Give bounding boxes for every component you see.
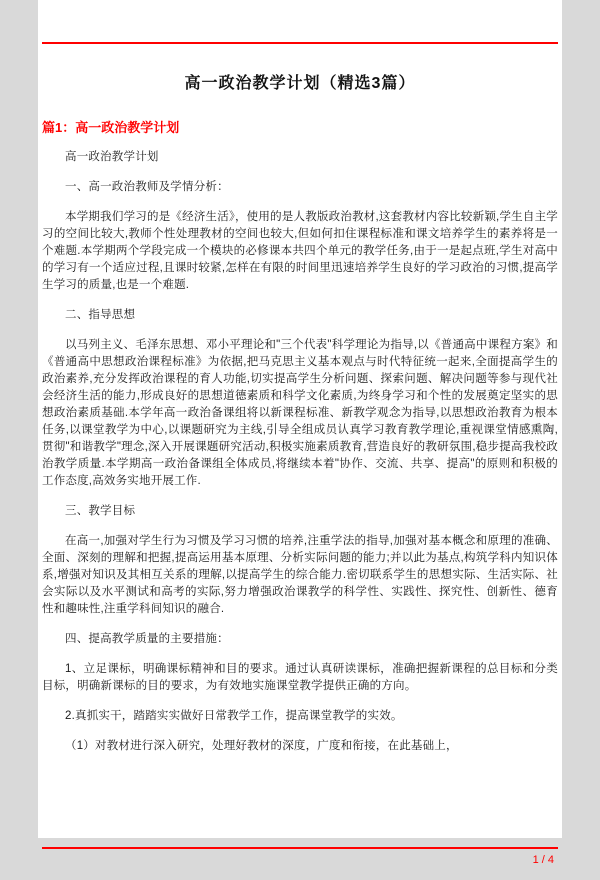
paragraph: 二、指导思想: [65, 309, 136, 321]
paragraph: 四、提高教学质量的主要措施：: [65, 633, 229, 645]
paragraph: 1、立足课标，明确课标精神和目的要求。通过认真研读课标，准确把握新课程的总目标和分类目标，明确新课标的目的要求，为有效地实施课堂教学提供正确的方向。: [42, 663, 558, 692]
page-title: 高一政治教学计划（精选3篇）: [184, 75, 416, 92]
paragraph: 在高一,加强对学生行为习惯及学习习惯的培养,注重学法的指导,加强对基本概念和原理的准确、全面、深刻的理解和把握,提高运用基本原理、分析实际问题的能力;并以此为基点,构筑学科内知识体系,增强对知识及其相互关系的理解,以提高学生的综合能力.密切联系学生的思想实际、生活实际、社会实际以及水平测试和高考的实际,努力增强政治课教学的科学性、实践性、探究性、创新性、德育性和趣味性,注重学科间知识的融合.: [42, 535, 558, 615]
paragraph: 一、高一政治教师及学情分析：: [65, 181, 229, 193]
paragraph: 本学期我们学习的是《经济生活》，使用的是人教版政治教材,这套教材内容比较新颖,学生自主学习的空间比较大,教师个性处理教材的空间也较大,但如何扣住课程标准和课文培养学生的素养将是一个难题.本学期两个学段完成一个模块的必修课本共四个单元的教学任务,由于一是起点班,学生对高中的学习有一个适应过程,且课时较紧,怎样在有限的时间里迅速培养学生良好的学习政治的习惯,提高学生学习的质量,也是一个难题.: [42, 211, 558, 291]
paragraph: 高一政治教学计划: [65, 151, 159, 163]
paragraph: 2.真抓实干，踏踏实实做好日常教学工作，提高课堂教学的实效。: [65, 710, 403, 722]
document-page: [38, 0, 562, 866]
section-heading: 篇1：高一政治教学计划: [42, 120, 180, 135]
bottom-divider: [42, 847, 558, 849]
paragraph: 三、教学目标: [65, 505, 136, 517]
page-footer: [42, 847, 558, 866]
document-body: [42, 149, 558, 755]
page-number-indicator: 1 / 4: [532, 854, 554, 866]
top-divider: [42, 42, 558, 44]
paragraph: （1）对教材进行深入研究，处理好教材的深度，广度和衔接，在此基础上，: [65, 740, 458, 752]
paragraph: 以马列主义、毛泽东思想、邓小平理论和"三个代表"科学理论为指导,以《普通高中课程方案》和《普通高中思想政治课程标准》为依据,把马克思主义基本观点与时代特征统一起来,全面提高学生的政治素养,充分发挥政治课程的育人功能,切实提高学生分析问题、探索问题、解决问题等参与现代社会经济生活的能力,形成良好的思想道德素质和科学文化素质,为终身学习和个性的发展奠定坚实的思想政治素质基础.本学年高一政治备课组将以新课程标准、新教学观念为指导,以思想政治教育为根本任务,以课堂教学为中心,以课题研究为主线,引导全组成员认真学习教育教学理论,重视课堂情感熏陶,贯彻"和谐教学"理念,深入开展课题研究活动,积极实施素质教育,营造良好的教研氛围,稳步提高我校政治教学质量.本学期高一政治备课组全体成员,将继续本着"协作、交流、共享、提高"的原则和积极的工作态度,高效务实地开展工作.: [42, 339, 558, 487]
